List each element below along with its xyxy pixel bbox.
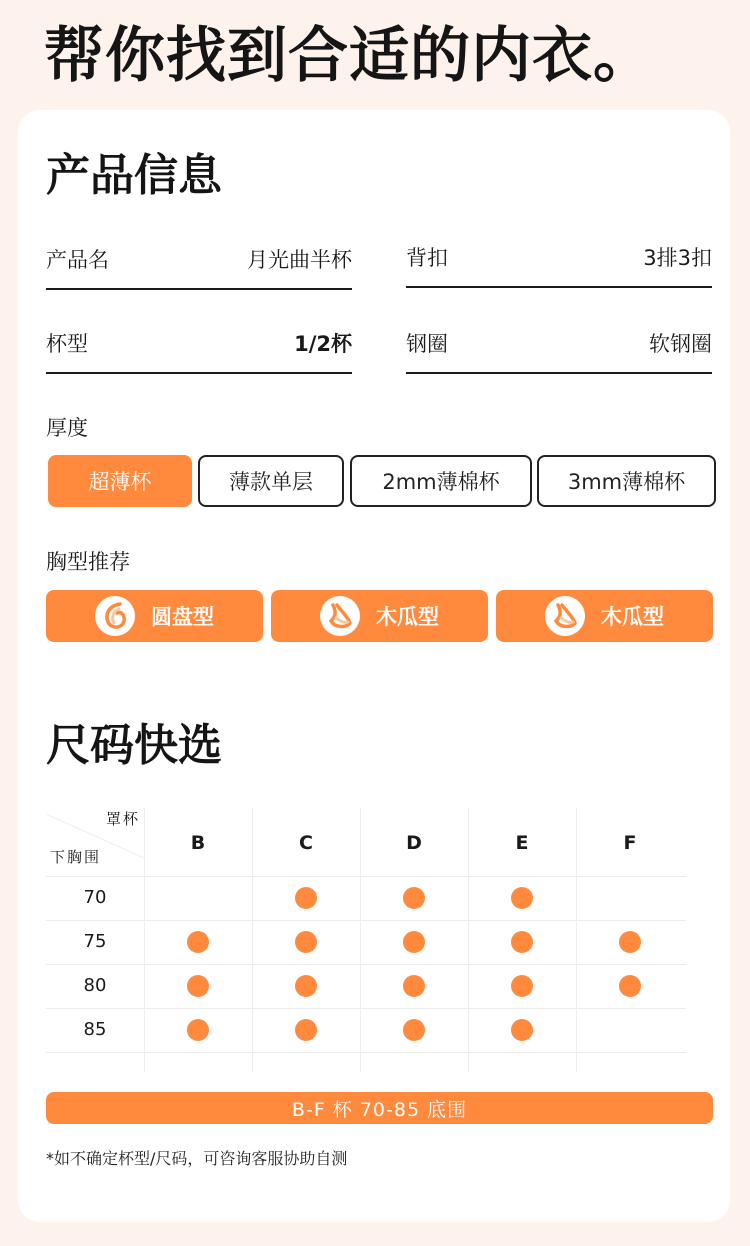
size-available-dot[interactable] [619,975,641,997]
cup-header: C [299,832,313,854]
cup-header: F [623,832,637,854]
size-select-title: 尺码快选 [46,720,222,771]
field-value: 月光曲半杯 [247,248,352,272]
grid-corner-cup: 罩杯 [106,810,141,828]
page-headline: 帮你找到合适的内衣。 [44,21,654,91]
size-available-dot[interactable] [295,1019,317,1041]
size-available-dot[interactable] [187,975,209,997]
field-underwire [406,330,712,374]
cup-header: E [515,832,529,854]
thickness-label: 厚度 [46,416,88,440]
shape-option-round[interactable] [46,590,263,642]
band-header: 85 [83,1019,107,1040]
size-available-dot[interactable] [403,887,425,909]
size-available-dot[interactable] [295,931,317,953]
breast-shape-papaya-icon [545,596,585,636]
field-label: 背扣 [406,246,448,270]
size-available-dot[interactable] [511,1019,533,1041]
grid-corner-band: 下胸围 [50,848,102,866]
cup-header: D [406,832,422,854]
cup-header: B [190,832,206,854]
shape-label: 胸型推荐 [46,550,130,574]
thickness-option-thin-single[interactable]: 薄款单层 [198,455,344,507]
field-value: 3排3扣 [643,246,712,270]
size-footnote: *如不确定杯型/尺码，可咨询客服协助自测 [46,1149,348,1168]
shape-option-label: 木瓜型 [601,605,664,629]
shape-option-label: 圆盘型 [151,605,214,629]
size-available-dot[interactable] [187,931,209,953]
size-available-dot[interactable] [511,975,533,997]
field-product-name [46,246,352,290]
size-available-dot[interactable] [295,975,317,997]
shape-option-label: 木瓜型 [376,605,439,629]
breast-shape-round-icon [95,596,135,636]
size-available-dot[interactable] [187,1019,209,1041]
size-range-bar: B-F 杯 70-85 底围 [46,1092,713,1124]
band-header: 80 [83,975,107,996]
field-value: 软钢圈 [649,332,712,356]
field-value: 1/2杯 [294,332,352,356]
size-available-dot[interactable] [619,931,641,953]
info-card [18,110,730,1222]
thickness-option-2mm[interactable]: 2mm薄棉杯 [350,455,532,507]
breast-shape-papaya-icon [320,596,360,636]
field-cup-type [46,330,352,374]
size-grid [46,808,686,1072]
shape-option-papaya[interactable] [271,590,488,642]
size-available-dot[interactable] [295,887,317,909]
size-available-dot[interactable] [511,931,533,953]
field-label: 产品名 [46,248,109,272]
size-available-dot[interactable] [403,931,425,953]
field-label: 钢圈 [406,332,448,356]
size-available-dot[interactable] [403,975,425,997]
shape-option-papaya-2[interactable] [496,590,713,642]
thickness-option-ultra-thin[interactable]: 超薄杯 [48,455,192,507]
size-available-dot[interactable] [511,887,533,909]
product-info-title: 产品信息 [46,150,222,201]
field-back-closure [406,244,712,288]
size-available-dot[interactable] [403,1019,425,1041]
band-header: 70 [83,887,107,908]
thickness-option-3mm[interactable]: 3mm薄棉杯 [537,455,716,507]
field-label: 杯型 [46,332,88,356]
band-header: 75 [83,931,107,952]
